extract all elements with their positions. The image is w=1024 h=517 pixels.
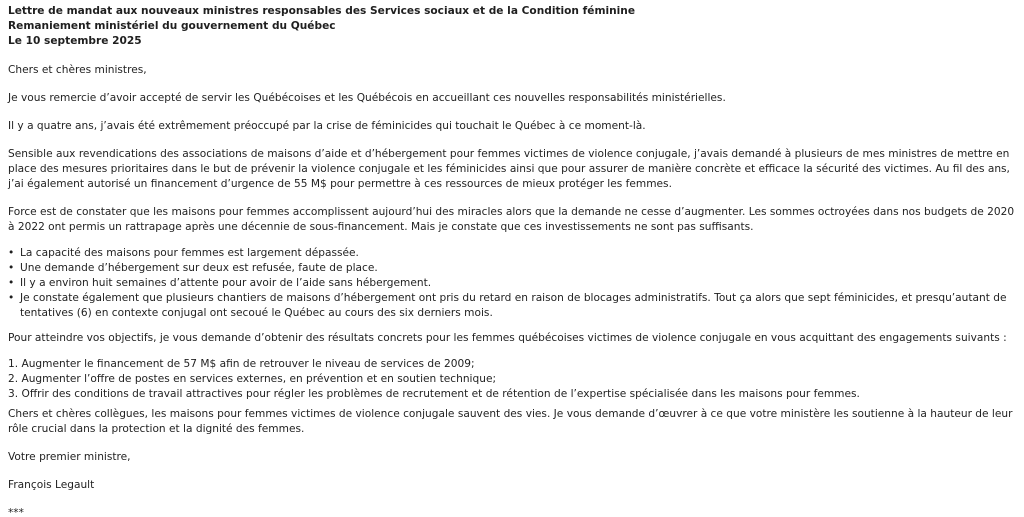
list-item-text: Il y a environ huit semaines d’attente pour avoir de l’aide sans hébergement. (20, 277, 432, 289)
list-item: 2. Augmenter l’offre de postes en services externes, en prévention et en soutien technique; (8, 373, 497, 385)
letter-subtitle: Remaniement ministériel du gouvernement du Québec (8, 20, 336, 32)
list-item-text: La capacité des maisons pour femmes est largement dépassée. (20, 247, 359, 259)
list-item-text: Une demande d’hébergement sur deux est refusée, faute de place. (20, 262, 378, 274)
list-item (8, 246, 1016, 261)
list-item (8, 276, 1016, 291)
letter-header (8, 4, 1016, 49)
paragraph-findings: Force est de constater que les maisons pour femmes accomplissent aujourd’hui des miracles alors que la demande ne cesse d’augmenter. Les sommes octroyées dans nos budgets de 2020 à 2022 ont permis un rattrapage après une décennie de sous-financement. Mais je constate que ces investissements ne sont pas suffisants. (8, 206, 1015, 233)
list-item-text: Je constate également que plusieurs chantiers de maisons d’hébergement ont pris du retard en raison de blocages administratifs. Tout ça alors que sept féminicides, et presqu’autant de tentatives (6) en contexte conjugal ont secoué le Québec au cours des six derniers mois. (20, 292, 1007, 319)
signature: François Legault (8, 479, 95, 491)
letter-title: Lettre de mandat aux nouveaux ministres responsables des Services sociaux et de la Condition féminine (8, 5, 636, 17)
list-item: 3. Offrir des conditions de travail attractives pour régler les problèmes de recrutement et de rétention de l’expertise spécialisée dans les maisons pour femmes. (8, 388, 860, 400)
letter-date: Le 10 septembre 2025 (8, 35, 142, 47)
salutation: Chers et chères ministres, (8, 64, 147, 76)
paragraph-measures: Sensible aux revendications des associations de maisons d’aide et d’hébergement pour femmes victimes de violence conjugale, j’avais demandé à plusieurs de mes ministres de mettre en place des mesures prioritaires dans le but de prévenir la violence conjugale et les féminicides ainsi que pour assurer de manière concrète et efficace la sécurité des victimes. Au fil des ans, j’ai également autorisé un financement d’urgence de 55 M$ pour permettre à ces ressources de mieux protéger les femmes. (8, 148, 1010, 190)
bullet-icon: • (8, 292, 15, 304)
bullet-icon: • (8, 247, 15, 259)
bullet-icon: • (8, 262, 15, 274)
separator-stars: *** (8, 507, 24, 517)
bullet-icon: • (8, 277, 15, 289)
list-item: 1. Augmenter le financement de 57 M$ afin de retrouver le niveau de services de 2009; (8, 358, 475, 370)
paragraph-conclusion: Chers et chères collègues, les maisons pour femmes victimes de violence conjugale sauvent des vies. Je vous demande d’œuvrer à ce que votre ministère les soutienne à la hauteur de leur rôle crucial dans la protection et la dignité des femmes. (8, 408, 1013, 435)
closing: Votre premier ministre, (8, 451, 131, 463)
paragraph-context: Il y a quatre ans, j’avais été extrêmement préoccupé par la crise de féminicides qui touchait le Québec à ce moment-là. (8, 120, 646, 132)
findings-list (8, 246, 1016, 321)
list-item (8, 261, 1016, 276)
list-item (8, 291, 1016, 321)
paragraph-thanks: Je vous remercie d’avoir accepté de servir les Québécoises et les Québécois en accueillant ces nouvelles responsabilités ministérielles. (8, 92, 726, 104)
commitments-list (8, 357, 1016, 402)
paragraph-objectives: Pour atteindre vos objectifs, je vous demande d’obtenir des résultats concrets pour les femmes québécoises victimes de violence conjugale en vous acquittant des engagements suivants : (8, 332, 1007, 344)
